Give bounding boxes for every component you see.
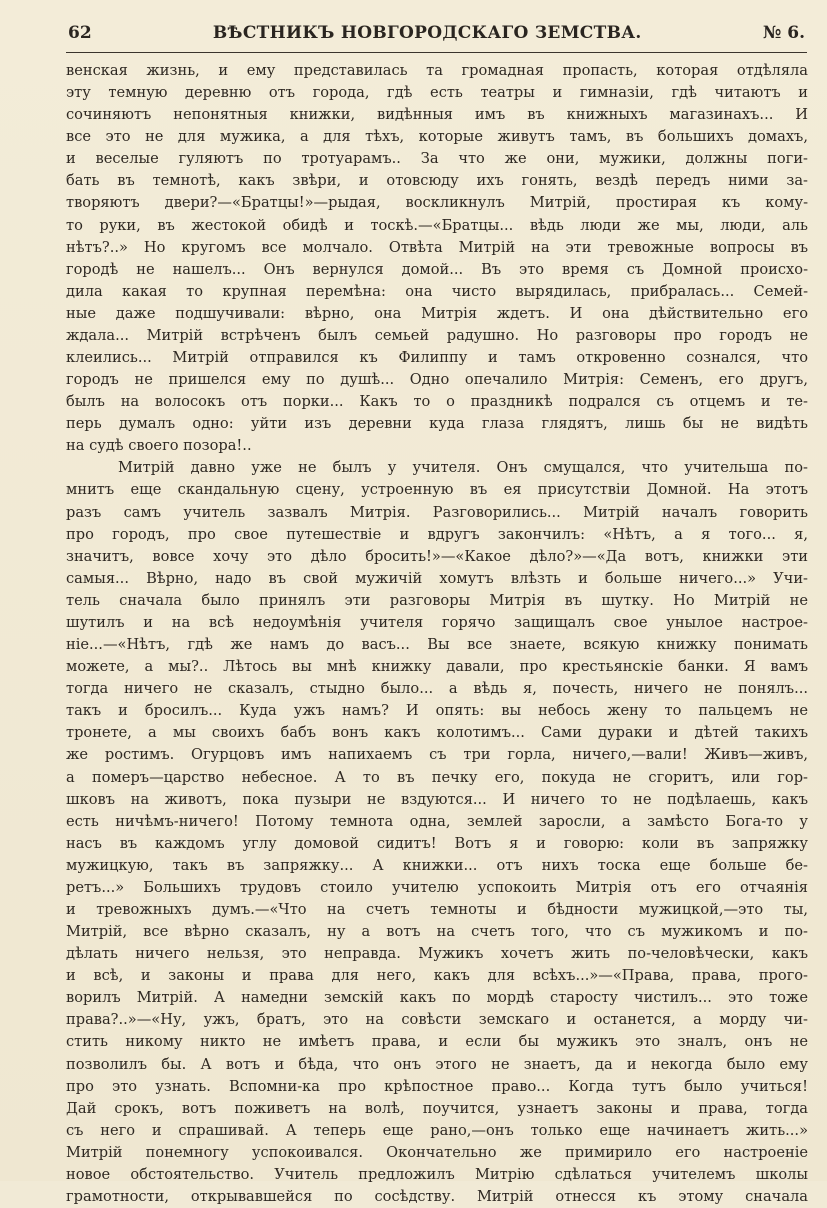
text-line: грамотности, открывавшейся по сосѣдству. Митрій отнесся къ этому сначала (66, 1187, 808, 1205)
text-line: венская жизнь, и ему представилась та громадная пропасть, которая отдѣляла (66, 62, 808, 79)
text-line: есть ничѣмъ-ничего! Потому темнота одна, землей заросли, а замѣсто Бога-то у (66, 812, 808, 830)
text-line: и тревожныхъ думъ.—«Что на счетъ темноты и бѣдности мужицкой,—это ты, (66, 900, 808, 918)
text-line: Митрій понемногу успокоивался. Окончательно же примирило его настроеніе (66, 1143, 808, 1161)
text-line: шутилъ и на всѣ недоумѣнія учителя горячо защищалъ свое унылое настрое- (66, 613, 808, 631)
text-line: новое обстоятельство. Учитель предложилъ Митрію сдѣлаться учителемъ школы (66, 1165, 808, 1183)
text-line: Митрій давно уже не былъ у учителя. Онъ смущался, что учительша по- (118, 459, 808, 477)
text-line: про это узнать. Вспомни-ка про крѣпостное право... Когда тутъ было учиться! (66, 1077, 808, 1095)
text-line: то руки, въ жестокой обидѣ и тоскѣ.—«Братцы... вѣдь люди же мы, люди, аль (66, 216, 808, 234)
text-line: былъ на волосокъ отъ порки... Какъ то о праздникѣ подрался съ отцемъ и те- (66, 393, 808, 411)
text-line: сочиняютъ непонятныя книжки, видѣнныя имъ въ книжныхъ магазинахъ... И (66, 106, 808, 124)
body-text (66, 60, 808, 1208)
paragraph (66, 457, 808, 1208)
text-line: творяютъ двери?—«Братцы!»—рыдая, воскликнулъ Митрій, простирая къ кому- (66, 194, 808, 212)
text-line: клеились... Митрій отправился къ Филиппу и тамъ откровенно сознался, что (66, 349, 808, 367)
text-line: тронете, а мы своихъ бабъ вонъ какъ колотимъ... Сами дураки и дѣтей такихъ (66, 724, 808, 742)
text-line: насъ въ каждомъ углу домовой сидитъ! Вотъ я и говорю: коли въ запряжку (66, 834, 808, 852)
text-line: можете, а мы?.. Лѣтось вы мнѣ книжку давали, про крестьянскіе банки. Я вамъ (66, 658, 808, 676)
text-line: мнитъ еще скандальную сцену, устроенную въ ея присутствіи Домной. На этотъ (66, 481, 808, 499)
header-rule (66, 52, 807, 53)
text-line: ніе...—«Нѣтъ, гдѣ же намъ до васъ... Вы все знаете, всякую книжку понимать (66, 636, 808, 654)
text-line: мужицкую, такъ въ запряжку... А книжки... отъ нихъ тоска еще больше бе- (66, 856, 808, 874)
text-line: а померъ—царство небесное. А то въ печку его, покуда не сгоритъ, или гор- (66, 768, 808, 786)
text-line: дила какая то крупная перемѣна: она чисто вырядилась, прибралась... Семей- (66, 282, 808, 300)
text-line: тель сначала было принялъ эти разговоры Митрія въ шутку. Но Митрій не (66, 591, 808, 609)
text-line: такъ и бросилъ... Куда ужъ намъ? И опять: вы небось жену то пальцемъ не (66, 702, 808, 720)
text-line: самыя... Вѣрно, надо въ свой мужичій хомутъ влѣзть и больше ничего...» Учи- (66, 569, 808, 587)
text-line: же ростимъ. Огурцовъ имъ напихаемъ съ три горла, ничего,—вали! Живъ—живъ, (66, 746, 808, 764)
text-line: значитъ, вовсе хочу это дѣло бросить!»—«Какое дѣло?»—«Да вотъ, книжки эти (66, 547, 808, 565)
running-header (68, 20, 805, 46)
text-line: все это не для мужика, а для тѣхъ, которые живутъ тамъ, въ большихъ домахъ, (66, 128, 808, 146)
text-line: Митрій, все вѣрно сказалъ, ну а вотъ на счетъ того, что съ мужикомъ и по- (66, 923, 808, 941)
text-line: Дай срокъ, вотъ поживетъ на волѣ, поучится, узнаетъ законы и права, тогда (66, 1099, 808, 1117)
text-line: ные даже подшучивали: вѣрно, она Митрія ждетъ. И она дѣйствительно его (66, 304, 808, 322)
text-line: и веселые гуляютъ по тротуарамъ.. За что же они, мужики, должны поги- (66, 150, 808, 168)
text-line: стить никому никто не имѣетъ права, и если бы мужикъ это зналъ, онъ не (66, 1033, 808, 1051)
text-line: бать въ темнотѣ, какъ звѣри, и отовсюду ихъ гонять, вездѣ передъ ними за- (66, 172, 808, 190)
text-line: съ него и спрашивай. А теперь еще рано,—онъ только еще начинаетъ жить...» (66, 1121, 808, 1139)
issue-number: № 6. (762, 23, 805, 43)
text-line: и всѣ, и законы и права для него, какъ для всѣхъ...»—«Права, права, прого- (66, 967, 808, 985)
text-line: ворилъ Митрій. А намедни земскій какъ по мордѣ старосту чистилъ... это тоже (66, 989, 808, 1007)
text-line: про городъ, про свое путешествіе и вдругъ закончилъ: «Нѣтъ, а я того... я, (66, 525, 808, 543)
text-line: городъ не пришелся ему по душѣ... Одно опечалило Митрія: Семенъ, его другъ, (66, 371, 808, 389)
text-line: перь думалъ одно: уйти изъ деревни куда глаза глядятъ, лишь бы не видѣть (66, 415, 808, 433)
text-line: городѣ не нашелъ... Онъ вернулся домой... Въ это время съ Домной происхо- (66, 260, 808, 278)
text-line: разъ самъ учитель зазвалъ Митрія. Разговорились... Митрій началъ говорить (66, 503, 808, 521)
text-line: тогда ничего не сказалъ, стыдно было... а вѣдь я, почесть, ничего не понялъ... (66, 680, 808, 698)
text-line: ждала... Митрій встрѣченъ былъ семьей радушно. Но разговоры про городъ не (66, 326, 808, 344)
text-line: ретъ...» Большихъ трудовъ стоило учителю успокоить Митрія отъ его отчаянія (66, 878, 808, 896)
text-line: шковъ на животъ, пока пузыри не вздуются... И ничего то не подѣлаешь, какъ (66, 790, 808, 808)
text-line: эту темную деревню отъ города, гдѣ есть театры и гимназіи, гдѣ читаютъ и (66, 84, 808, 102)
text-line: права?..»—«Ну, ужъ, братъ, это на совѣсти земскаго и останется, а морду чи- (66, 1011, 808, 1029)
text-line: дѣлать ничего нельзя, это неправда. Мужикъ хочетъ жить по-человѣчески, какъ (66, 945, 808, 963)
text-line: нѣтъ?..» Но кругомъ все молчало. Отвѣта Митрій на эти тревожные вопросы въ (66, 238, 808, 256)
text-line: позволилъ бы. А вотъ и бѣда, что онъ этого не знаетъ, да и некогда было ему (66, 1055, 808, 1073)
page-number: 62 (68, 23, 92, 43)
text-line: на судѣ своего позора!.. (66, 437, 252, 455)
paragraph (66, 60, 808, 457)
journal-title: ВѢСТНИКЪ НОВГОРОДСКАГО ЗЕМСТВА. (212, 23, 642, 43)
